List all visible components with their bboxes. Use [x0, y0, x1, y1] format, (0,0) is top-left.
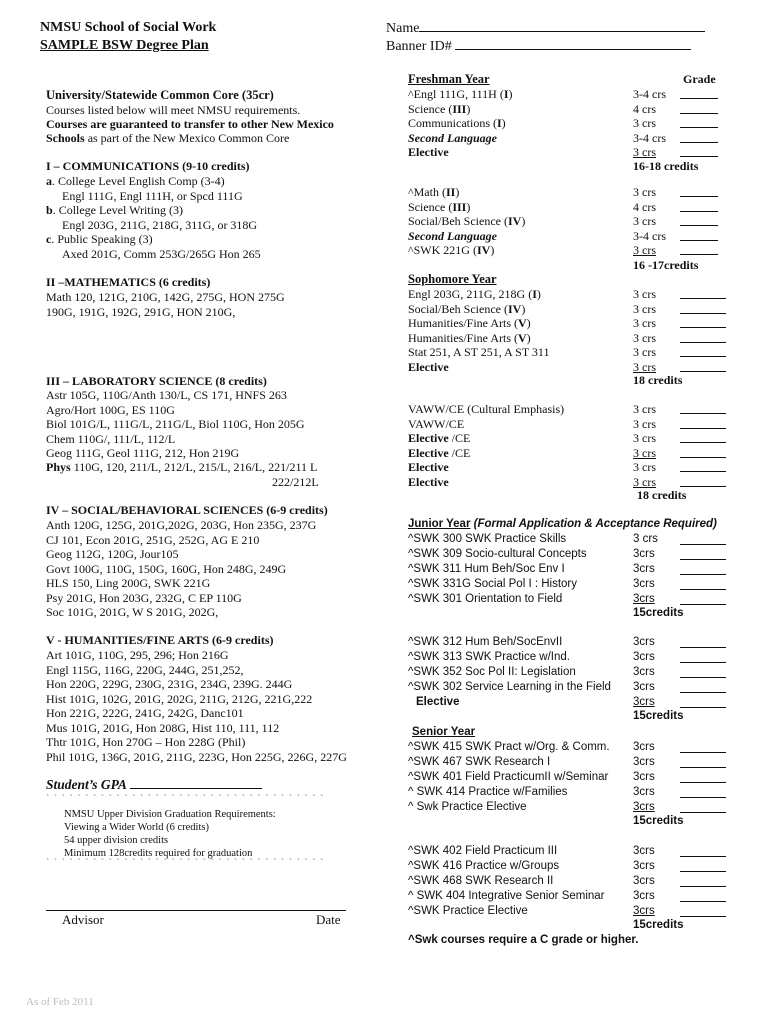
- course-name: [416, 696, 459, 708]
- credit-hours: 3crs: [633, 771, 655, 783]
- core-area-tag-close: ): [508, 87, 513, 101]
- course-name: [408, 460, 449, 475]
- credit-hours: 3crs: [633, 875, 655, 887]
- social-sciences-course-line: HLS 150, Ling 200G, SWK 221G: [46, 576, 211, 590]
- section-total-credits: 18 credits: [633, 373, 683, 387]
- core-area-tag: I: [532, 287, 537, 301]
- grade-input[interactable]: [680, 457, 726, 458]
- course-title: Elective: [408, 431, 449, 445]
- course-title-suffix: /CE: [448, 445, 471, 460]
- grade-input[interactable]: [680, 442, 726, 443]
- graduation-requirement-line: Minimum 128credits required for graduation: [64, 848, 253, 859]
- credit-hours: 3 crs: [633, 359, 656, 374]
- core-note-3-rest: as part of the New Mexico Common Core: [84, 131, 290, 145]
- course-name: [408, 116, 506, 131]
- course-title: ^Math (: [408, 185, 446, 199]
- course-name: [408, 905, 528, 917]
- credit-hours: 3 crs: [633, 145, 656, 159]
- mathematics-course-line: 190G, 191G, 192G, 291G, HON 210G,: [46, 305, 236, 319]
- item-letter: a: [46, 174, 52, 188]
- course-title: Humanities/Fine Arts (: [408, 330, 518, 345]
- grade-input[interactable]: [680, 413, 726, 414]
- grade-input[interactable]: [680, 797, 726, 798]
- grade-input[interactable]: [680, 544, 726, 545]
- course-title: ^SWK 309 Socio-cultural Concepts: [408, 548, 587, 560]
- item-text: Engl 111G, Engl 111H, or Spcd 111G: [62, 188, 243, 203]
- course-title: ^SWK 331G Social Pol I : History: [408, 578, 578, 590]
- social-sciences-course-line: Soc 101G, 201G, W S 201G, 202G,: [46, 605, 219, 619]
- banner-id-label: Banner ID#: [386, 39, 456, 54]
- credit-hours: 3 crs: [633, 301, 656, 316]
- section-total-credits: 15credits: [633, 919, 684, 931]
- grade-input[interactable]: [680, 142, 718, 143]
- core-note-1: Courses listed below will meet NMSU requirements.: [46, 103, 301, 117]
- item-letter: c: [46, 232, 52, 246]
- course-name: [408, 360, 449, 375]
- course-title: ^SWK 313 SWK Practice w/Ind.: [408, 651, 570, 663]
- common-core-title: University/Statewide Common Core (35cr): [46, 88, 274, 102]
- core-area-tag: IV: [507, 214, 522, 228]
- section-total-credits: 18 credits: [637, 488, 687, 502]
- item-text: . Public Speaking (3): [51, 232, 153, 246]
- item-text: . College Level Writing (3): [52, 203, 183, 217]
- section-total-credits: 16-18 credits: [633, 159, 699, 173]
- course-title: ^ Swk Practice Elective: [408, 801, 527, 813]
- course-name: [408, 102, 470, 117]
- course-name: [408, 666, 576, 678]
- humanities-course-line: Thtr 101G, Hon 270G – Hon 228G (Phil): [46, 735, 246, 749]
- course-title: Second Language: [408, 130, 498, 145]
- grade-input[interactable]: [680, 156, 718, 157]
- course-title: ^ SWK 404 Integrative Senior Seminar: [408, 890, 605, 902]
- student-gpa-input[interactable]: [130, 777, 262, 789]
- advisor-signature-line[interactable]: [46, 910, 346, 911]
- course-name: [408, 431, 470, 446]
- course-name: [408, 87, 513, 102]
- item-text: . College Level English Comp (3-4): [52, 174, 225, 188]
- grade-input[interactable]: [680, 342, 726, 343]
- divider-dots-top: ` ` ` ` ` ` ` ` ` ` ` ` ` ` ` ` ` ` ` ` ` ` ` ` ` ` ` ` ` ` ` ` ` ` ` `: [46, 794, 325, 805]
- credit-hours: 3crs: [633, 578, 655, 590]
- physics-courses: 110G, 120, 211/L, 212/L, 215/L, 216/L, 221/211 L: [70, 460, 318, 474]
- credit-hours: 4 crs: [633, 199, 656, 214]
- grade-header: Grade: [683, 72, 716, 86]
- grade-input[interactable]: [680, 574, 726, 575]
- course-name: [408, 756, 550, 768]
- course-name: [408, 417, 464, 432]
- course-title: ^Engl 111G, 111H (: [408, 87, 504, 101]
- communications-title: I – COMMUNICATIONS (9-10 credits): [46, 159, 250, 173]
- core-area-tag: II: [445, 185, 456, 199]
- credit-hours: 3 crs: [633, 214, 656, 228]
- name-input[interactable]: [419, 20, 705, 32]
- credit-hours: 3 crs: [633, 287, 656, 301]
- humanities-course-line: Hon 220G, 229G, 230G, 231G, 234G, 239G. 244G: [46, 677, 293, 691]
- section-total-credits: 15credits: [633, 607, 684, 619]
- school-name: NMSU School of Social Work: [40, 20, 217, 35]
- lab-science-course-line: Astr 105G, 110G/Anth 130/L, CS 171, HNFS 263: [46, 388, 287, 402]
- course-title: Social/Beh Science (: [408, 214, 508, 228]
- credit-hours: 3 crs: [633, 474, 656, 489]
- grade-input[interactable]: [680, 486, 726, 487]
- grade-input[interactable]: [680, 871, 726, 872]
- course-title: ^SWK 401 Field PracticumII w/Seminar: [408, 771, 609, 783]
- credit-hours: 3 crs: [633, 460, 656, 474]
- credit-hours: 3 crs: [633, 416, 656, 431]
- social-sciences-course-line: Geog 112G, 120G, Jour105: [46, 547, 179, 561]
- core-area-tag-close: ): [536, 287, 541, 301]
- core-area-tag: V: [518, 316, 527, 330]
- credit-hours: 3crs: [633, 845, 655, 857]
- credit-hours: 3crs: [633, 651, 655, 663]
- humanities-title: V - HUMANITIES/FINE ARTS (6-9 credits): [46, 633, 274, 647]
- grade-input[interactable]: [680, 782, 726, 783]
- grade-input[interactable]: [680, 856, 726, 857]
- course-name: [408, 651, 570, 663]
- date-label: Date: [316, 912, 341, 927]
- core-area-tag: IV: [476, 243, 491, 257]
- mathematics-course-line: Math 120, 121G, 210G, 142G, 275G, HON 275G: [46, 290, 285, 304]
- senior-year-title: Senior Year: [412, 726, 476, 738]
- course-title: Science (: [408, 101, 453, 116]
- course-title: Stat 251, A ST 251, A ST 311: [408, 345, 550, 359]
- course-title: ^SWK 311 Hum Beh/Soc Env I: [408, 563, 565, 575]
- credit-hours: 3-4 crs: [633, 130, 666, 145]
- grade-input[interactable]: [680, 604, 726, 605]
- humanities-course-line: Art 101G, 110G, 295, 296; Hon 216G: [46, 648, 229, 662]
- course-name: [408, 548, 587, 560]
- course-title: ^SWK 402 Field Practicum III: [408, 845, 558, 857]
- credit-hours: 4 crs: [633, 101, 656, 116]
- grade-input[interactable]: [680, 356, 726, 357]
- advisor-label: Advisor: [62, 912, 104, 927]
- course-title: Elective: [408, 474, 449, 489]
- grade-input[interactable]: [680, 677, 726, 678]
- course-name: [408, 145, 449, 160]
- course-title: ^ SWK 414 Practice w/Families: [408, 786, 568, 798]
- plan-title: SAMPLE BSW Degree Plan: [40, 38, 209, 53]
- course-name: [408, 563, 565, 575]
- communications-item: [46, 174, 225, 189]
- course-title: Social/Beh Science (: [408, 301, 508, 316]
- grade-input[interactable]: [680, 647, 726, 648]
- humanities-course-line: Mus 101G, 201G, Hon 208G, Hist 110, 111, 112: [46, 720, 280, 735]
- course-name: [408, 786, 567, 798]
- section-total-credits: 16 -17credits: [633, 258, 699, 272]
- grade-input[interactable]: [680, 211, 718, 212]
- course-name: [408, 229, 497, 244]
- course-title: VAWW/CE (Cultural Emphasis): [408, 402, 565, 416]
- credit-hours: 3 crs: [633, 445, 656, 460]
- grade-input[interactable]: [680, 692, 726, 693]
- humanities-course-line: Phil 101G, 136G, 201G, 211G, 223G, Hon 225G, 226G, 227G: [46, 749, 347, 764]
- course-name: [408, 801, 527, 813]
- name-label: Name: [386, 21, 420, 36]
- graduation-requirement-line: 54 upper division credits: [64, 835, 169, 846]
- grade-input[interactable]: [680, 98, 718, 99]
- course-name: [408, 681, 611, 693]
- course-title: ^SWK 302 Service Learning in the Field: [408, 681, 611, 693]
- grade-input[interactable]: [680, 662, 726, 663]
- grade-input[interactable]: [680, 240, 718, 241]
- core-area-tag-close: ): [455, 185, 460, 199]
- core-note-3: [46, 131, 289, 146]
- course-name: [408, 875, 553, 887]
- credit-hours: 3 crs: [633, 345, 656, 359]
- course-name: [408, 243, 494, 258]
- course-title-suffix: /CE: [448, 431, 471, 445]
- communications-item: [62, 247, 261, 262]
- course-name: [408, 593, 562, 605]
- course-title: Elective: [408, 359, 449, 374]
- course-title: ^SWK 300 SWK Practice Skills: [408, 533, 567, 545]
- course-name: [408, 345, 549, 360]
- course-name: [408, 845, 557, 857]
- course-title: Science (: [408, 199, 453, 214]
- course-title: ^SWK 467 SWK Research I: [408, 756, 551, 768]
- credit-hours: 3crs: [633, 860, 655, 872]
- physics-label: Phys: [46, 460, 71, 474]
- section-total-credits: 15credits: [633, 815, 684, 827]
- social-sciences-course-line: CJ 101, Econ 201G, 251G, 252G, AG E 210: [46, 532, 260, 547]
- grade-input[interactable]: [680, 196, 718, 197]
- physics-line: [46, 460, 317, 475]
- grade-input[interactable]: [680, 371, 726, 372]
- course-name: [408, 402, 564, 417]
- core-area-tag: V: [518, 330, 527, 345]
- grade-input[interactable]: [680, 559, 726, 560]
- credit-hours: 3crs: [633, 786, 655, 798]
- course-name: [408, 214, 525, 229]
- swk-grade-note: ^Swk courses require a C grade or higher.: [408, 934, 639, 946]
- divider-dots-bottom: ` ` ` ` ` ` ` ` ` ` ` ` ` ` ` ` ` ` ` ` ` ` ` ` ` ` ` ` ` ` ` ` ` ` ` `: [46, 858, 325, 869]
- credit-hours: 3crs: [633, 756, 655, 768]
- credit-hours: 3crs: [633, 636, 655, 648]
- sophomore-year-title: Sophomore Year: [408, 272, 497, 286]
- credit-hours: 3crs: [633, 741, 655, 753]
- grade-input[interactable]: [680, 901, 726, 902]
- lab-science-course-line: Biol 101G/L, 111G/L, 211G/L, Biol 110G, Hon 205G: [46, 417, 305, 431]
- credit-hours: 3-4 crs: [633, 87, 666, 101]
- course-name: [408, 287, 541, 302]
- credit-hours: 3crs: [633, 666, 655, 678]
- item-text: Engl 203G, 211G, 218G, 311G, or 318G: [62, 217, 258, 232]
- course-name: [408, 302, 525, 317]
- course-name: [408, 475, 449, 490]
- course-title: ^SWK 352 Soc Pol II: Legislation: [408, 666, 576, 678]
- revision-date: As of Feb 2011: [26, 996, 94, 1008]
- social-sciences-course-line: Anth 120G, 125G, 201G,202G, 203G, Hon 235G, 237G: [46, 518, 317, 532]
- course-title: Engl 203G, 211G, 218G (: [408, 287, 533, 301]
- humanities-course-line: Engl 115G, 116G, 220G, 244G, 251,252,: [46, 662, 244, 677]
- banner-id-input[interactable]: [455, 38, 691, 50]
- course-title: VAWW/CE: [408, 416, 465, 431]
- grade-input[interactable]: [680, 127, 718, 128]
- grade-input[interactable]: [680, 767, 726, 768]
- core-area-tag: III: [452, 199, 467, 214]
- core-area-tag-close: ): [526, 330, 531, 345]
- course-title: ^SWK 221G (: [408, 243, 477, 257]
- grade-input[interactable]: [680, 298, 726, 299]
- item-letter: b: [46, 203, 53, 217]
- core-area-tag-close: ): [466, 199, 471, 214]
- credit-hours: 3crs: [633, 563, 655, 575]
- credit-hours: 3 crs: [633, 316, 656, 330]
- lab-science-title: III – LABORATORY SCIENCE (8 credits): [46, 374, 267, 388]
- physics-line-cont: 222/212L: [272, 475, 319, 489]
- core-area-tag-close: ): [466, 101, 471, 116]
- grade-input[interactable]: [680, 589, 726, 590]
- communications-item: [62, 218, 257, 233]
- grade-input[interactable]: [680, 471, 726, 472]
- grade-input[interactable]: [680, 113, 718, 114]
- core-area-tag-close: ): [521, 301, 526, 316]
- course-name: [408, 578, 577, 590]
- lab-science-course-line: Chem 110G/, 111/L, 112/L: [46, 431, 176, 446]
- course-title: ^SWK Practice Elective: [408, 905, 528, 917]
- course-title: ^SWK 312 Hum Beh/SocEnvII: [408, 636, 563, 648]
- student-gpa-label: Student’s GPA: [46, 777, 130, 792]
- core-area-tag: IV: [507, 301, 522, 316]
- section-total-credits: 15credits: [633, 710, 684, 722]
- social-sciences-course-line: Govt 100G, 110G, 150G, 160G, Hon 248G, 249G: [46, 561, 287, 576]
- junior-year-note: (Formal Application & Acceptance Required): [470, 518, 717, 530]
- course-title: Elective: [408, 145, 449, 159]
- junior-year-heading: [408, 518, 717, 530]
- credit-hours: 3 crs: [633, 116, 656, 130]
- course-name: [408, 890, 605, 902]
- grade-input[interactable]: [680, 886, 726, 887]
- credit-hours: 3 crs: [633, 330, 656, 345]
- grade-input[interactable]: [680, 254, 718, 255]
- credit-hours: 3crs: [633, 681, 655, 693]
- junior-year-title: Junior Year: [408, 518, 471, 530]
- course-title: ^SWK 415 SWK Pract w/Org. & Comm.: [408, 741, 610, 753]
- core-area-tag: III: [452, 101, 467, 116]
- course-name: [408, 860, 559, 872]
- course-title: Second Language: [408, 228, 498, 243]
- communications-item: [62, 189, 243, 204]
- grade-input[interactable]: [680, 327, 726, 328]
- course-title: Elective: [408, 445, 449, 460]
- course-name: [408, 446, 470, 461]
- grade-input[interactable]: [680, 916, 726, 917]
- core-area-tag: I: [497, 116, 502, 130]
- name-field[interactable]: [386, 20, 705, 37]
- credit-hours: 3 crs: [633, 431, 656, 445]
- item-text: Axed 201G, Comm 253G/265G Hon 265: [62, 246, 261, 261]
- credit-hours: 3crs: [633, 905, 655, 917]
- grade-input[interactable]: [680, 752, 726, 753]
- core-area-tag: I: [503, 87, 509, 101]
- core-area-tag-close: ): [490, 243, 495, 257]
- student-gpa-field[interactable]: [46, 777, 262, 793]
- course-title: Communications (: [408, 116, 497, 130]
- core-area-tag-close: ): [526, 316, 531, 330]
- credit-hours: 3crs: [633, 801, 655, 813]
- communications-item: [46, 232, 153, 247]
- humanities-course-line: Hon 221G, 222G, 241G, 242G, Danc101: [46, 706, 244, 720]
- credit-hours: 3 crs: [633, 243, 656, 257]
- banner-id-field[interactable]: [386, 38, 691, 55]
- course-name: [408, 741, 610, 753]
- credit-hours: 3crs: [633, 593, 655, 605]
- credit-hours: 3 crs: [633, 185, 656, 199]
- course-name: [408, 771, 608, 783]
- social-sciences-title: IV – SOCIAL/BEHAVIORAL SCIENCES (6-9 credits): [46, 503, 328, 517]
- core-area-tag-close: ): [501, 116, 506, 130]
- course-title: Humanities/Fine Arts (: [408, 316, 518, 330]
- course-name: [408, 331, 531, 346]
- credit-hours: 3-4 crs: [633, 228, 666, 243]
- course-name: [408, 131, 497, 146]
- credit-hours: 3 crs: [633, 533, 658, 545]
- grade-input[interactable]: [680, 225, 718, 226]
- course-title: ^SWK 301 Orientation to Field: [408, 593, 563, 605]
- graduation-requirement-line: Viewing a Wider World (6 credits): [64, 822, 209, 833]
- course-name: [408, 636, 562, 648]
- course-title: ^SWK 416 Practice w/Groups: [408, 860, 560, 872]
- core-note-2: Courses are guaranteed to transfer to other New Mexico: [46, 117, 334, 131]
- communications-item: [46, 203, 183, 218]
- credit-hours: 3crs: [633, 696, 655, 708]
- freshman-year-title: Freshman Year: [408, 72, 490, 86]
- grade-input[interactable]: [680, 428, 726, 429]
- core-area-tag-close: ): [521, 214, 526, 228]
- graduation-requirement-line: NMSU Upper Division Graduation Requirements:: [64, 809, 276, 820]
- credit-hours: 3 crs: [633, 402, 656, 416]
- grade-input[interactable]: [680, 707, 726, 708]
- lab-science-course-line: Agro/Hort 100G, ES 110G: [46, 402, 175, 417]
- grade-input[interactable]: [680, 812, 726, 813]
- core-note-3-bold: Schools: [46, 131, 85, 145]
- course-title: Elective: [408, 460, 449, 474]
- humanities-course-line: Hist 101G, 102G, 201G, 202G, 211G, 212G, 221G,222: [46, 691, 313, 706]
- mathematics-title: II –MATHEMATICS (6 credits): [46, 275, 211, 289]
- lab-science-course-line: Geog 111G, Geol 111G, 212, Hon 219G: [46, 446, 240, 460]
- course-name: [408, 200, 470, 215]
- credit-hours: 3crs: [633, 548, 655, 560]
- course-name: [408, 316, 531, 331]
- credit-hours: 3crs: [633, 890, 655, 902]
- course-title: Elective: [416, 696, 460, 708]
- course-name: [408, 185, 459, 200]
- grade-input[interactable]: [680, 313, 726, 314]
- social-sciences-course-line: Psy 201G, Hon 203G, 232G, C EP 110G: [46, 590, 242, 605]
- course-title: ^SWK 468 SWK Research II: [408, 875, 554, 887]
- course-name: [408, 533, 566, 545]
